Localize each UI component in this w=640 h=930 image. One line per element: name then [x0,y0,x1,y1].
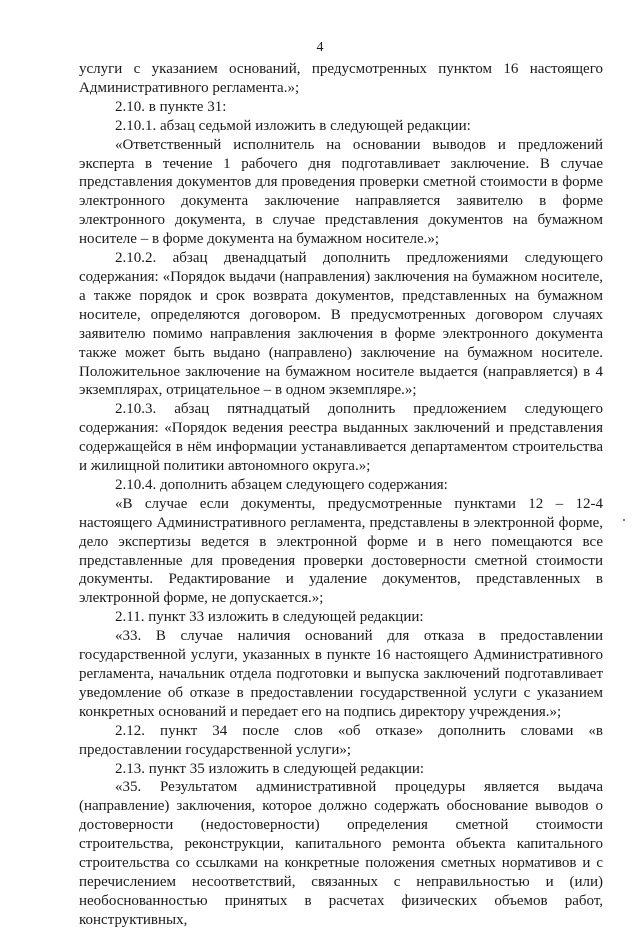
paragraph: «35. Результатом административной процедуры является выдача (направление) заключения, которое должно содержать обоснование выводов о достоверности (недостоверности) определения сметной стоимости строительства, реконструкции, капитального ремонта объекта капитального строительства со ссылками на конкретные положения сметных нормативов и с перечислением несоответствий, связанных с неправильностью и (или) необоснованностью принятых в расчетах физических объемов работ, конструктивных, [79,779,603,928]
paragraph: 2.10.3. абзац пятнадцатый дополнить предложением следующего содержания: «Порядок ведения реестра выданных заключений и представления содержащейся в нём информации устанавливается департаментом строительства и жилищной политики автономного округа.»; [79,401,603,475]
paragraph: «В случае если документы, предусмотренные пунктами 12 – 12-4 настоящего Административного регламента, представлены в электронной форме, дело экспертизы ведется в электронной форме и в него помещаются все представленные для проведения проверки достоверности сметной стоимости документы. Редактирование и удаление документов, представленных в электронной форме, не допускается.»; [79,495,603,607]
document-body [79,60,603,930]
paragraph: 2.11. пункт 33 изложить в следующей редакции: [115,609,424,626]
paragraph: 2.12. пункт 34 после слов «об отказе» дополнить словами «в предоставлении государственной услуги»; [79,722,603,758]
scan-speck [623,519,625,521]
paragraph: 2.13. пункт 35 изложить в следующей редакции: [115,760,425,777]
paragraph: «33. В случае наличия оснований для отказа в предоставлении государственной услуги, указанных в пункте 16 настоящего Административного регламента, начальник отдела подготовки и выпуска заключений подготавливает уведомление об отказе в предоставлении государственной услуги с указанием конкретных оснований и передает его на подпись директору учреждения.»; [79,628,603,720]
paragraph: услуги с указанием оснований, предусмотренных пунктом 16 настоящего Административного регламента.»; [79,61,603,96]
paragraph: 2.10.2. абзац двенадцатый дополнить предложениями следующего содержания: «Порядок выдачи (направления) заключения на бумажном носителе, а также порядок и срок возврата документов, представленных на бумажном носителе, определяются договором. В предусмотренных договором случаях заявителю помимо направления заключения в форме электронного документа также может быть выдано (направлено) заключение на бумажном носителе. Положительное заключение на бумажном носителе выдается (направляется) в 4 экземплярах, отрицательное – в одном экземпляре.»; [79,250,603,399]
paragraph: 2.10.4. дополнить абзацем следующего содержания: [115,476,448,493]
page-number: 4 [316,40,324,55]
paragraph: «Ответственный исполнитель на основании выводов и предложений эксперта в течение 1 рабочего дня подготавливает заключение. В случае представления документов для проведения проверки сметной стоимости в форме электронного документа заключение направляется заявителю в форме электронного документа, в случае представления документов на бумажном носителе – в форме документа на бумажном носителе.»; [79,136,603,248]
paragraph: 2.10.1. абзац седьмой изложить в следующей редакции: [115,117,471,134]
paragraph: 2.10. в пункте 31: [115,98,227,115]
